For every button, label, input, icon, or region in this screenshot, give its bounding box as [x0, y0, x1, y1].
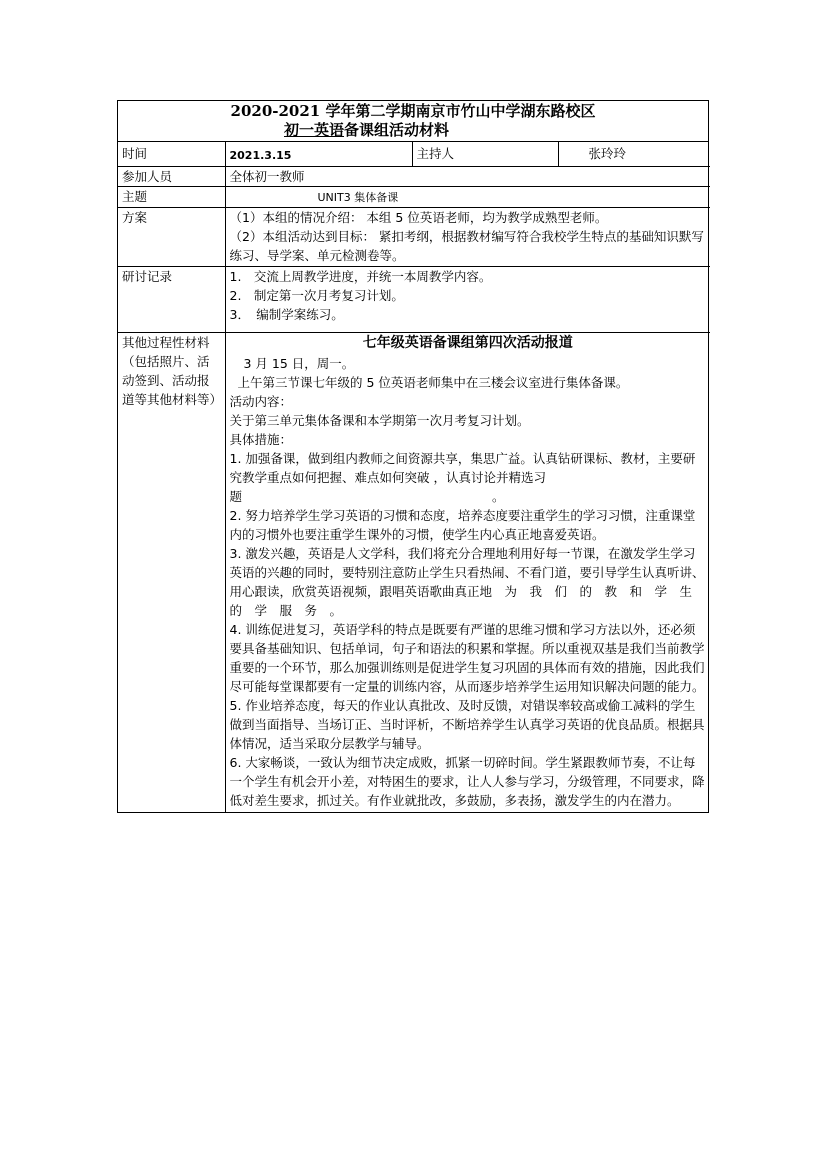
other-note: （包括照片、活动签到、活动报道等其他材料等）: [122, 353, 223, 407]
measure-item: 1. 加强备课，做到组内教师之间资源共享，集思广益。认真钻研课标、教材，主要研究教学重点如何把握、难点如何突破 ，认真讨论并精选习题 。: [229, 450, 696, 504]
form-title: 2020-2021 学年第二学期南京市竹山中学湖东路校区: [230, 102, 596, 120]
other-label-cell: [118, 332, 225, 812]
host-label: 主持人: [412, 142, 558, 166]
plan-content: [225, 207, 710, 266]
topic-value: UNIT3 集体备课: [225, 186, 710, 207]
participants-row: [118, 166, 710, 186]
form-subtitle-underlined: 初一英语: [284, 121, 345, 139]
plan-item: （1）本组的情况介绍： 本组 5 位英语老师，均为教学成熟型老师。: [229, 209, 608, 225]
form-subtitle-rest: 备课组活动材料: [344, 121, 450, 139]
form-table: [118, 142, 710, 812]
host-value: 张玲玲: [558, 142, 710, 166]
plan-row: [118, 207, 710, 266]
topic-label: 主题: [118, 186, 225, 207]
plan-item: （2）本组活动达到目标： 紧扣考纲，根据教材编写符合我校学生特点的基础知识默写练习、导学案、单元检测卷等。: [229, 228, 704, 263]
report-title: 七年级英语备课组第四次活动报道: [362, 334, 573, 351]
measure-item: 5. 作业培养态度，每天的作业认真批改、及时反馈，对错误率较高或偷工减料的学生做到当面指导、当场订正、当时评析，不断培养学生认真学习英语的优良品质。根据具体情况，适当采取分层教学与辅导。: [229, 697, 705, 751]
other-label: 其他过程性材料: [122, 334, 210, 350]
report-date: 3 月 15 日，周一。: [243, 355, 355, 371]
report-content-text: 关于第三单元集体备课和本学期第一次月考复习计划。: [229, 412, 530, 428]
measure-item: 6. 大家畅谈，一致认为细节决定成败，抓紧一切碎时间。学生紧跟教师节奏，不让每一个学生有机会开小差，对特困生的要求，让人人参与学习，分级管理，不同要求，降低对差生要求，抓过关。有作业就批改，多鼓励，多表扬，激发学生的内在潜力。: [229, 754, 705, 808]
other-materials-row: [118, 332, 710, 812]
time-value: 2021.3.15: [225, 142, 412, 166]
time-label: 时间: [118, 142, 225, 166]
report-measures-label: 具体措施：: [229, 431, 293, 447]
measure-item: 3. 激发兴趣，英语是人文学科，我们将充分合理地利用好每一节课，在激发学生学习英语的兴趣的同时，要特别注意防止学生只看热闹、不看门道，要引导学生认真听讲、用心跟读，欣赏英语视频，跟唱英语歌曲真正地 为 我 们 的 教 和 学 生 的 学 服 务 。: [229, 545, 705, 618]
record-row: [118, 266, 710, 332]
form-header: [118, 101, 708, 142]
record-item: 1. 交流上周教学进度，并统一本周教学内容。: [229, 268, 492, 284]
topic-row: [118, 186, 710, 207]
report-intro: 上午第三节课七年级的 5 位英语老师集中在三楼会议室进行集体备课。: [237, 374, 629, 390]
plan-label: 方案: [118, 207, 225, 266]
measure-item: 2. 努力培养学生学习英语的习惯和态度，培养态度要注重学生的学习习惯，注重课堂内的习惯外也要注重学生课外的习惯，使学生内心真正地喜爱英语。: [229, 507, 696, 542]
record-item: 2. 制定第一次月考复习计划。: [229, 287, 404, 303]
activity-record-form: [117, 100, 709, 813]
participants-label: 参加人员: [118, 166, 225, 186]
form-subtitle: [284, 121, 449, 140]
report-content-label: 活动内容：: [229, 393, 293, 409]
time-row: [118, 142, 710, 166]
participants-value: 全体初一教师: [225, 166, 710, 186]
record-label: 研讨记录: [118, 266, 225, 332]
record-item: 3． 编制学案练习。: [229, 306, 344, 322]
report-content: [225, 332, 710, 812]
record-content: [225, 266, 710, 332]
measure-item: 4. 训练促进复习，英语学科的特点是既要有严谨的思维习惯和学习方法以外，还必须要具备基础知识、包括单词，句子和语法的积累和掌握。所以重视双基是我们当前教学重要的一个环节，那么加强训练则是促进学生复习巩固的具体而有效的措施，因此我们尽可能每堂课都要有一定量的训练内容，从而逐步培养学生运用知识解决问题的能力。: [229, 621, 705, 694]
